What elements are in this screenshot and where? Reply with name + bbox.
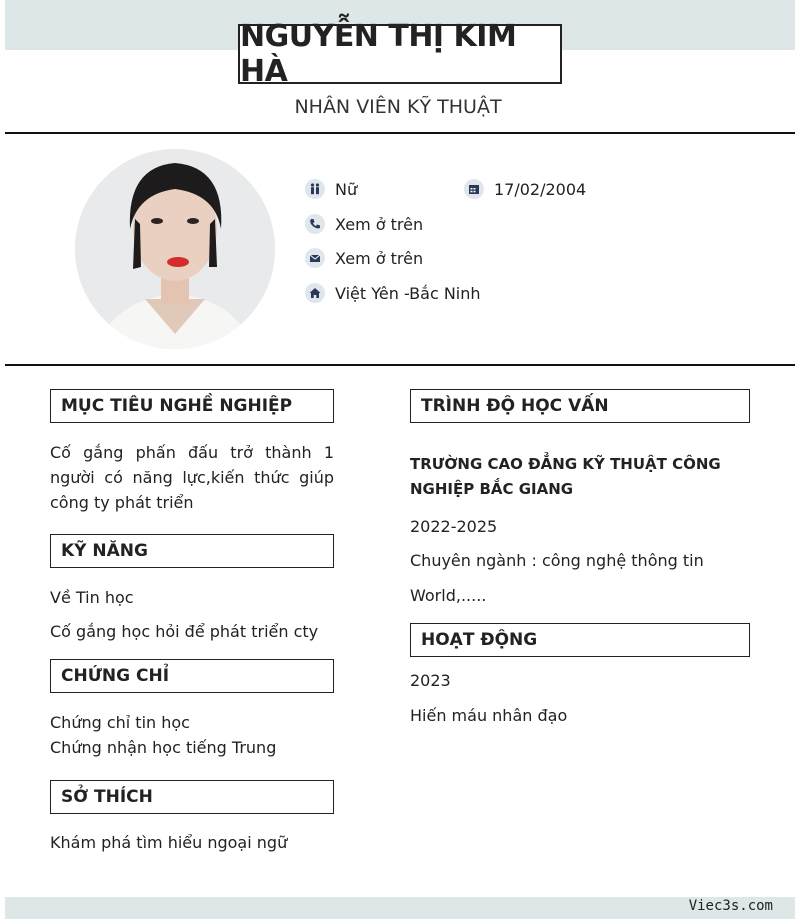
gender-value: Nữ <box>335 179 358 199</box>
address-value: Việt Yên -Bắc Ninh <box>335 283 481 303</box>
skill-item: Về Tin học <box>50 588 134 607</box>
activity-text: Hiến máu nhân đạo <box>410 706 568 725</box>
info-email <box>305 248 423 268</box>
objective-text: Cố gắng phấn đấu trở thành 1 người có năng lực,kiến thức giúp công ty phát triển <box>50 443 334 512</box>
info-phone <box>305 214 423 234</box>
section-certificates-title: CHỨNG CHỈ <box>50 659 334 693</box>
education-extra: World,..... <box>410 586 487 605</box>
skill-item: Cố gắng học hỏi để phát triển cty <box>50 622 319 641</box>
certificate-item: Chứng chỉ tin học <box>50 713 190 732</box>
education-school: TRƯỜNG CAO ĐẲNG KỸ THUẬT CÔNG NGHIỆP BẮC GIANG <box>410 455 721 498</box>
candidate-name: NGUYỄN THỊ KIM HÀ <box>238 24 562 84</box>
job-title: NHÂN VIÊN KỸ THUẬT <box>294 96 502 118</box>
section-activities-title: HOẠT ĐỘNG <box>410 623 750 657</box>
section-skills-title: KỸ NĂNG <box>50 534 334 568</box>
section-objective-title: MỤC TIÊU NGHỀ NGHIỆP <box>50 389 334 423</box>
email-value: Xem ở trên <box>335 248 424 268</box>
certificate-item: Chứng nhận học tiếng Trung <box>50 738 277 757</box>
phone-value: Xem ở trên <box>335 214 424 234</box>
phone-icon <box>305 214 325 234</box>
info-address <box>305 283 481 303</box>
hobbies-text: Khám phá tìm hiểu ngoại ngữ <box>50 833 288 852</box>
calendar-icon <box>464 179 484 199</box>
education-major: Chuyên ngành : công nghệ thông tin <box>410 551 704 570</box>
activity-year: 2023 <box>410 671 451 690</box>
gender-icon <box>305 179 325 199</box>
divider-top <box>5 132 795 134</box>
envelope-icon <box>305 248 325 268</box>
education-period: 2022-2025 <box>410 517 498 536</box>
profile-photo-illustration <box>75 149 275 349</box>
info-gender <box>305 179 357 199</box>
section-hobbies-title: SỞ THÍCH <box>50 780 334 814</box>
section-education-title: TRÌNH ĐỘ HỌC VẤN <box>410 389 750 423</box>
birthdate-value: 17/02/2004 <box>494 179 587 199</box>
profile-photo <box>75 149 275 349</box>
footer-band <box>5 897 795 919</box>
divider-middle <box>5 364 795 366</box>
info-birthdate <box>464 179 586 199</box>
footer-brand: Viec3s.com <box>688 898 773 914</box>
home-icon <box>305 283 325 303</box>
